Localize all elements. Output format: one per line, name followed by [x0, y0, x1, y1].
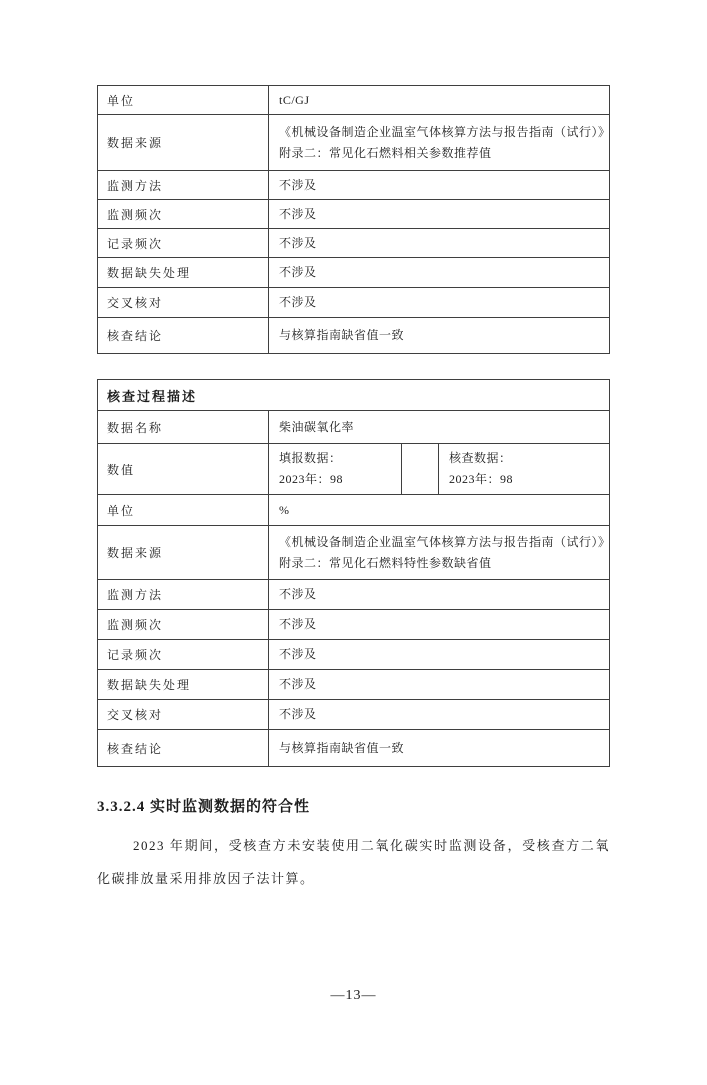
table-row [98, 410, 609, 443]
row-label-monitoring-frequency: 监测频次 [107, 207, 164, 222]
verified-data-value: 2023年：98 [449, 472, 514, 486]
row-value-record-frequency: 不涉及 [268, 229, 609, 257]
row-value-monitoring-method: 不涉及 [268, 171, 609, 199]
verification-process-table [97, 379, 610, 767]
row-label-unit: 单位 [107, 503, 136, 518]
row-label-monitoring-method: 监测方法 [107, 588, 164, 602]
reported-data-cell [268, 444, 401, 494]
body-paragraph: 2023 年期间，受核查方未安装使用二氧化碳实时监测设备，受核查方二氧化碳排放量采用排放因子法计算。 [97, 838, 610, 886]
row-label-record-frequency: 记录频次 [107, 648, 164, 662]
table-header-row [98, 380, 609, 410]
row-value-unit: % [268, 495, 609, 525]
row-label-data-source: 数据来源 [107, 546, 164, 560]
row-label-monitoring-method: 监测方法 [107, 178, 164, 193]
row-label-verification-conclusion: 核查结论 [107, 329, 164, 343]
spacer-cell [401, 444, 438, 494]
row-label-verification-conclusion: 核查结论 [107, 741, 164, 756]
table-row [98, 228, 609, 257]
table-row [98, 199, 609, 228]
table-row [98, 494, 609, 525]
table-row [98, 699, 609, 729]
row-value-data-name: 柴油碳氧化率 [268, 411, 609, 443]
row-label-missing-data-handling: 数据缺失处理 [107, 678, 192, 692]
row-value-record-frequency: 不涉及 [268, 640, 609, 669]
row-label-data-name: 数据名称 [107, 420, 164, 435]
table-row [98, 114, 609, 170]
row-value-monitoring-frequency: 不涉及 [268, 610, 609, 639]
row-value-monitoring-frequency: 不涉及 [268, 200, 609, 228]
row-value-monitoring-method: 不涉及 [268, 580, 609, 609]
row-label-cross-check: 交叉核对 [107, 708, 164, 722]
row-value-missing-data-handling: 不涉及 [268, 258, 609, 287]
table-row [98, 669, 609, 699]
table-row [98, 317, 609, 353]
row-label-data-source: 数据来源 [107, 136, 164, 150]
row-value-cross-check: 不涉及 [268, 288, 609, 317]
table-row [98, 729, 609, 766]
section-heading: 3.3.2.4 实时监测数据的符合性 [97, 799, 311, 815]
table-row [98, 170, 609, 199]
row-value-unit: tC/GJ [268, 86, 609, 114]
table-header-title: 核查过程描述 [107, 388, 198, 404]
row-value-cross-check: 不涉及 [268, 700, 609, 729]
table-row [98, 639, 609, 669]
row-value-data-source: 《机械设备制造企业温室气体核算方法与报告指南（试行）》 附录二：常见化石燃料特性参数缺省值 [268, 526, 609, 579]
reported-data-value: 2023年：98 [279, 472, 344, 486]
table-row [98, 609, 609, 639]
row-label-monitoring-frequency: 监测频次 [107, 618, 164, 632]
fuel-parameter-table [97, 85, 610, 354]
row-label-unit: 单位 [107, 93, 136, 108]
table-row-numeric-value [98, 443, 609, 494]
table-row [98, 525, 609, 579]
verified-data-cell [438, 444, 609, 494]
reported-data-title: 填报数据： [279, 451, 342, 465]
table-row [98, 579, 609, 609]
row-label-cross-check: 交叉核对 [107, 296, 164, 310]
row-label-missing-data-handling: 数据缺失处理 [107, 266, 192, 280]
row-label-record-frequency: 记录频次 [107, 236, 164, 251]
row-value-verification-conclusion: 与核算指南缺省值一致 [268, 318, 609, 353]
table-row [98, 257, 609, 287]
document-page [0, 85, 707, 1085]
row-value-missing-data-handling: 不涉及 [268, 670, 609, 699]
row-value-verification-conclusion: 与核算指南缺省值一致 [268, 730, 609, 766]
row-label-numeric-value: 数值 [107, 462, 136, 477]
row-value-data-source: 《机械设备制造企业温室气体核算方法与报告指南（试行）》 附录二：常见化石燃料相关参数推荐值 [268, 115, 609, 170]
verified-data-title: 核查数据： [449, 451, 512, 465]
page-number: —13— [330, 988, 377, 1003]
table-row [98, 287, 609, 317]
table-row [98, 86, 609, 114]
